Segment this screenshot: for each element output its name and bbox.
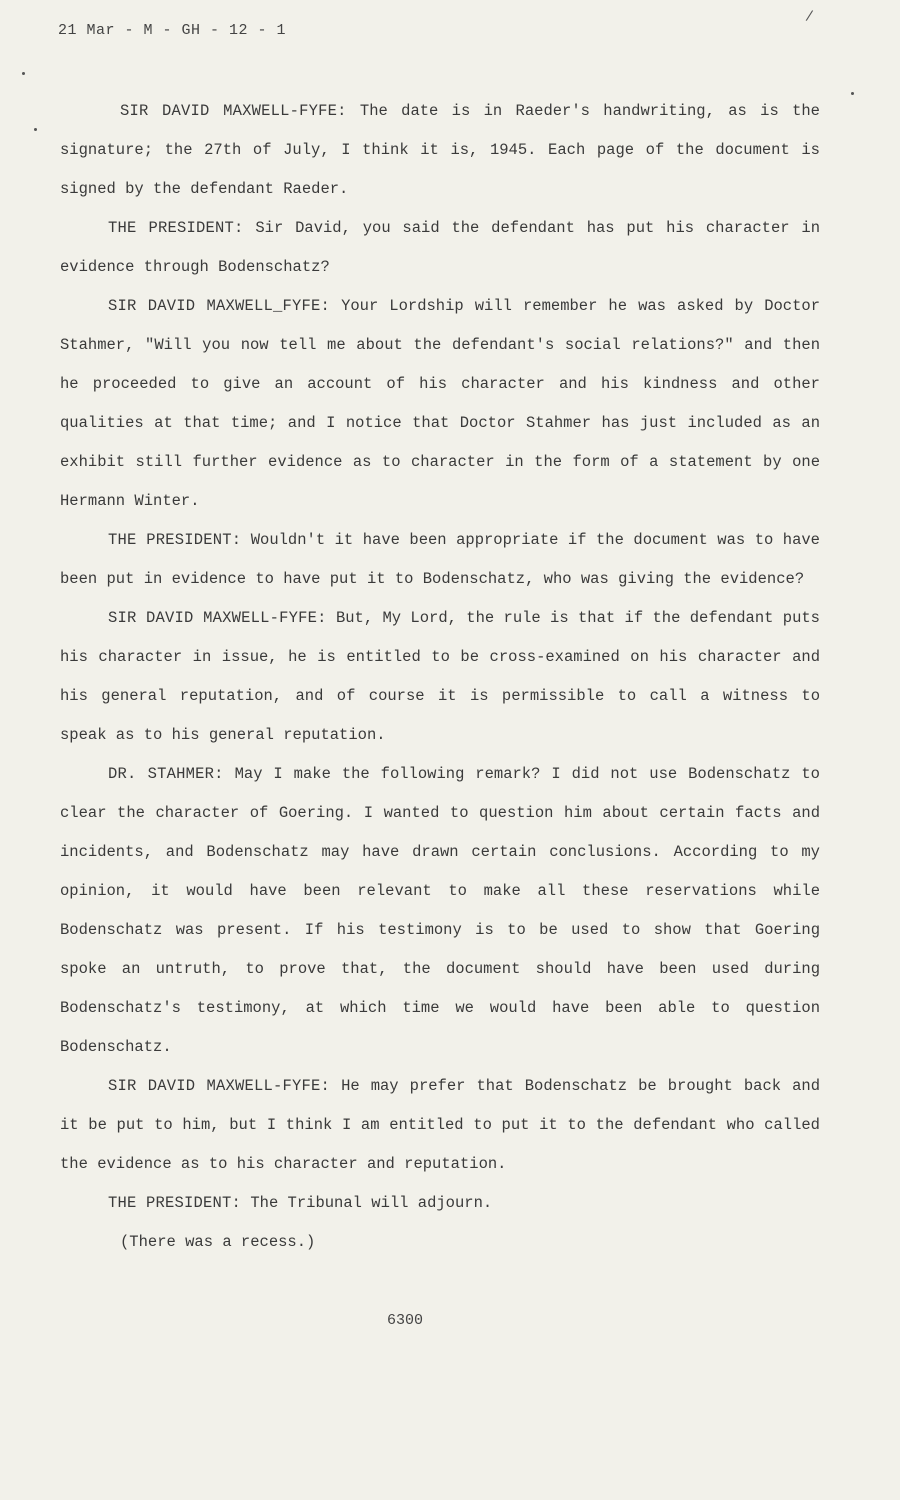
paragraph-text: May I make the following remark? I did not use Bodenschatz to clear the character of Goering. I wanted to question him about certain facts and incidents, and Bodenschatz may have drawn certain conclusions. According to my opinion, it would have been relevant to make all these reservations while Bodenschatz was present. If his testimony is to be used to show that Goering spoke an untruth, to prove that, the document should have been used during Bodenschatz's testimony, at which time we would have been able to question Bodenschatz. [60,765,820,1056]
paper-speck [34,128,37,131]
paper-speck [22,72,25,75]
transcript-body [60,92,820,1262]
speaker-label: SIR DAVID MAXWELL-FYFE: [120,102,347,120]
speaker-label: DR. STAHMER: [108,765,224,783]
paragraph-text: He may prefer that Bodenschatz be brought back and it be put to him, but I think I am entitled to put it to the defendant who called the evidence as to his character and reputation. [60,1077,821,1173]
page-number: 6300 [387,1312,424,1329]
speaker-label: THE PRESIDENT: [108,1194,242,1212]
transcript-paragraph [60,1067,820,1184]
transcript-paragraph [60,755,820,1067]
paragraph-text: But, My Lord, the rule is that if the defendant puts his character in issue, he is entitled to be cross-examined on his character and his general reputation, and of course it is permissible to call a witness to speak as to his general reputation. [60,609,820,744]
document-reference: 21 Mar - M - GH - 12 - 1 [58,22,287,39]
paragraph-text: Your Lordship will remember he was asked by Doctor Stahmer, "Will you now tell me about the defendant's social relations?" and then he proceeded to give an account of his character and his kindness and other qualities at that time; and I notice that Doctor Stahmer has just included as an exhibit still further evidence as to character in the form of a statement by one Hermann Winter. [60,297,821,510]
transcript-paragraph [60,287,820,521]
paragraph-text: Sir David, you said the defendant has put his character in evidence through Bodenschatz? [60,219,820,276]
speaker-label: SIR DAVID MAXWELL-FYFE: [108,1077,331,1095]
speaker-label: THE PRESIDENT: [108,219,244,237]
recess-note: (There was a recess.) [120,1233,316,1251]
paragraph-text: The Tribunal will adjourn. [250,1194,493,1212]
transcript-paragraph [60,1184,820,1223]
speaker-label: THE PRESIDENT: [108,531,242,549]
speaker-label: SIR DAVID MAXWELL-FYFE: [108,609,327,627]
transcript-paragraph [60,521,820,599]
paragraph-text: The date is in Raeder's handwriting, as is the signature; the 27th of July, I think it is, 1945. Each page of the document is signed by the defendant Raeder. [60,102,820,198]
speaker-label: SIR DAVID MAXWELL_FYFE: [108,297,331,315]
transcript-paragraph [60,92,820,209]
transcript-paragraph [60,209,820,287]
paper-speck [851,92,854,95]
transcript-paragraph [60,599,820,755]
paragraph-text: Wouldn't it have been appropriate if the document was to have been put in evidence to have put it to Bodenschatz, who was giving the evidence? [60,531,820,588]
corner-mark: / [805,7,814,25]
